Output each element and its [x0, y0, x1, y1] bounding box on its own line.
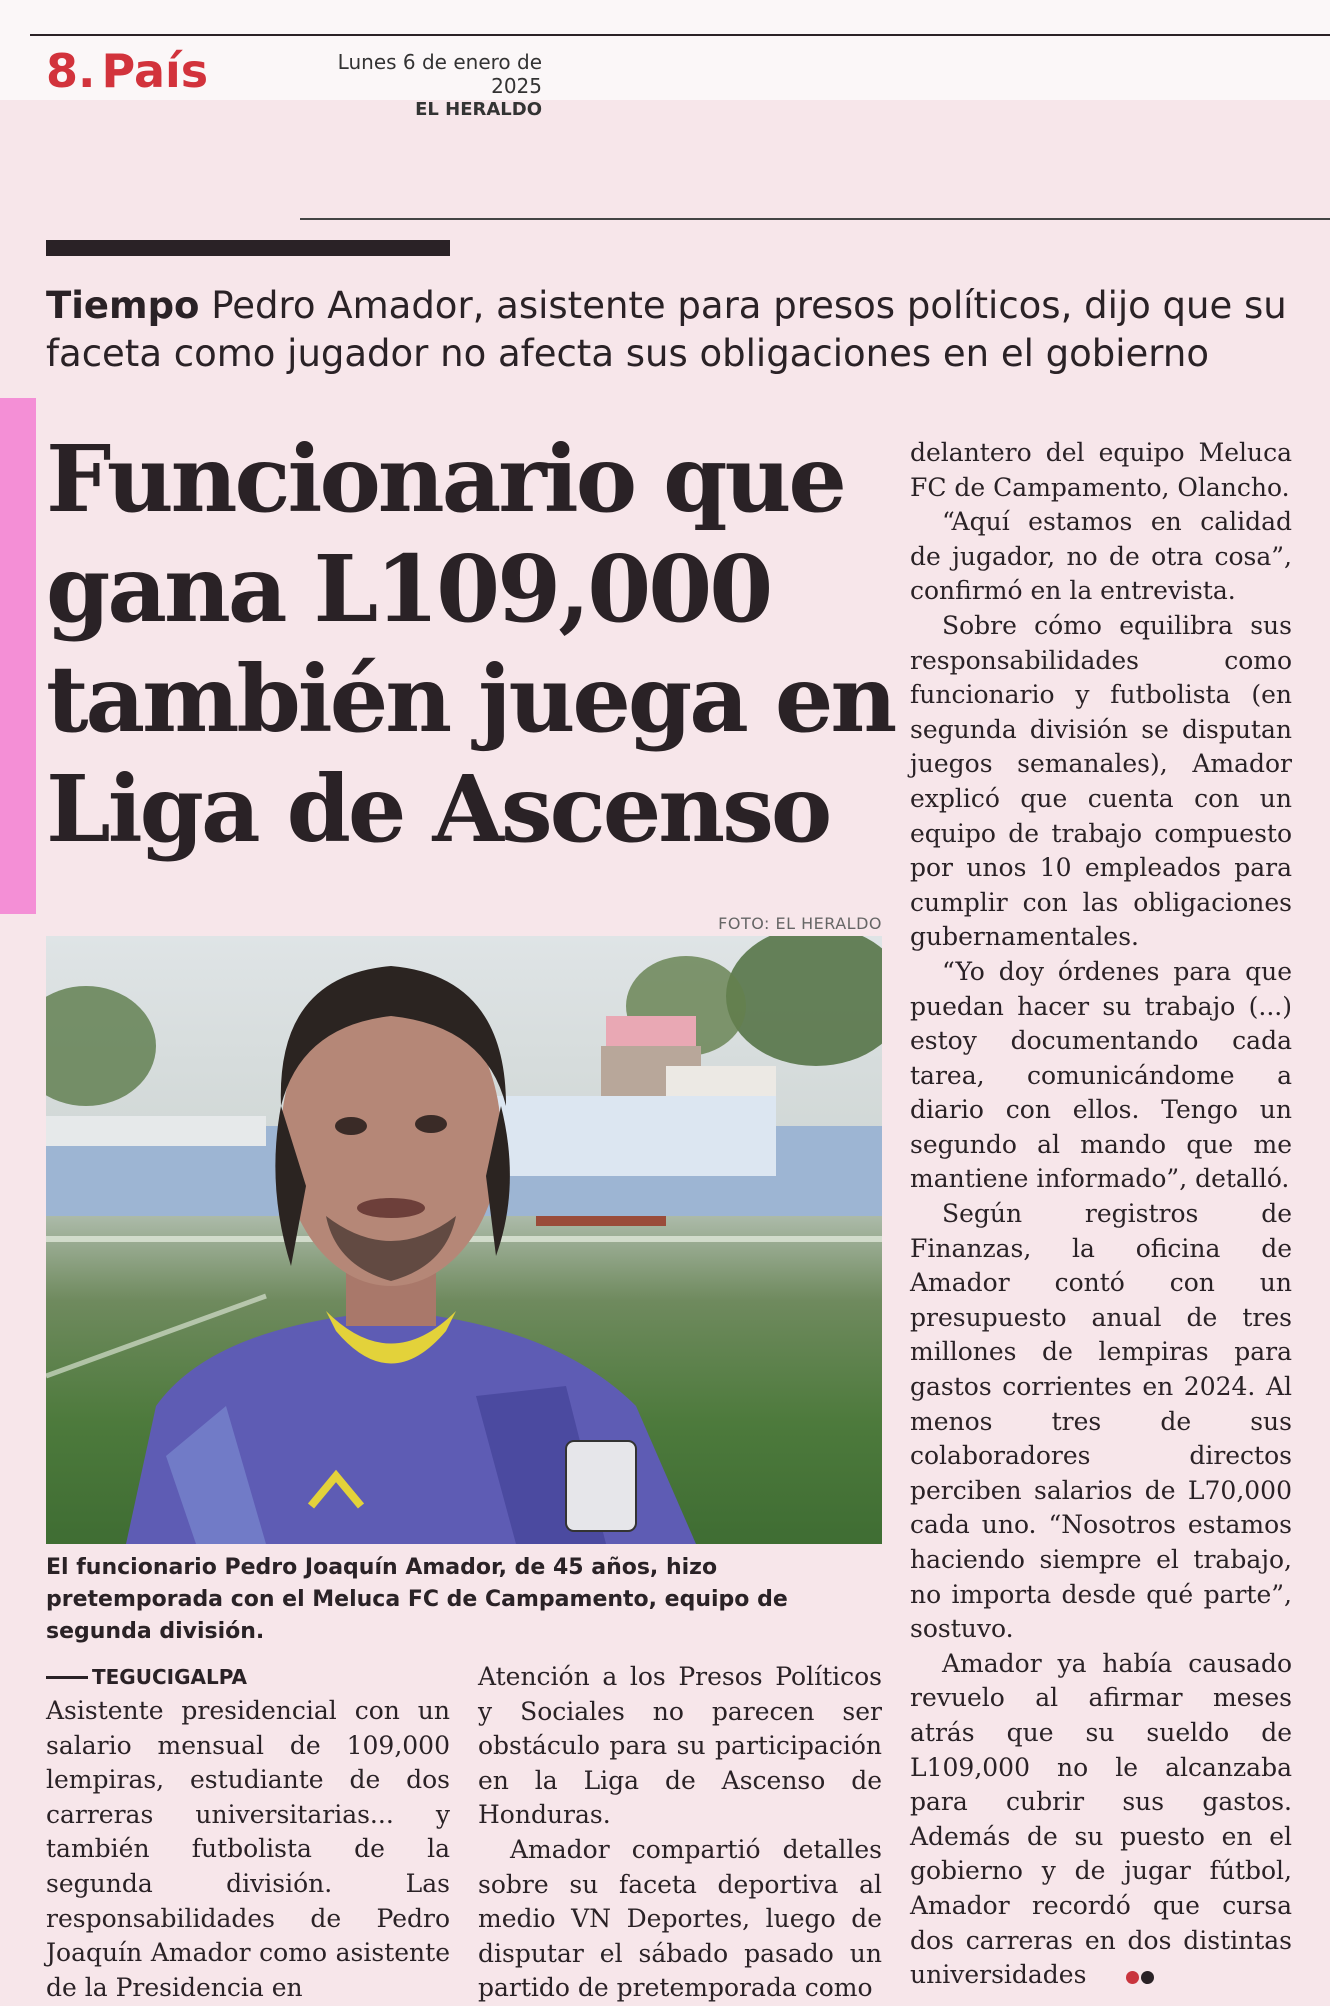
paragraph: Amador compartió detalles sobre su faceta deportiva al medio VN Deportes, luego de disputar el sábado pasado un partido de pretemporada como	[478, 1834, 882, 2003]
kicker: Tiempo	[46, 284, 200, 327]
paragraph: Sobre cómo equilibra sus responsabilidades como funcionario y futbolista (en segunda división se disputan juegos semanales), Amador explicó que cuenta con un equipo de trabajo compuesto por unos 10 empleados para cumplir con las obligaciones gubernamentales.	[910, 610, 1292, 952]
paragraph: Atención a los Presos Políticos y Sociales no parecen ser obstáculo para su participación en la Liga de Ascenso de Honduras.	[478, 1662, 882, 1830]
headline-line: Funcionario que	[46, 425, 844, 533]
article-photo	[46, 936, 882, 1544]
dateline-city: TEGUCIGALPA	[92, 1665, 248, 1689]
article-deck	[46, 282, 1306, 378]
page-number	[46, 44, 209, 98]
issue-date: Lunes 6 de enero de 2025	[337, 50, 542, 98]
article-column-1	[46, 1660, 450, 2005]
photo-credit: FOTO: EL HERALDO	[718, 914, 882, 933]
paragraph: Asistente presidencial con un salario mensual de 109,000 lempiras, estudiante de dos carreras universitarias... y también futbolista de la segunda división. Las responsabilidades de Pedro Joaquín Amador como asistente de la Presidencia en	[46, 1696, 450, 2002]
kicker-bar	[46, 240, 450, 256]
article-column-2	[478, 1660, 882, 2006]
headline-line: gana L109,000	[46, 535, 771, 643]
section-name: País	[101, 44, 209, 98]
dateline	[46, 1660, 450, 1694]
deck-text: Pedro Amador, asistente para presos políticos, dijo que su faceta como jugador no afecta sus obligaciones en el gobierno	[46, 284, 1287, 375]
end-dot-red	[1126, 1971, 1139, 1984]
issue-info	[302, 50, 542, 122]
end-dot-dark	[1141, 1971, 1154, 1984]
newspaper-name: EL HERALDO	[415, 99, 542, 120]
paragraph: “Yo doy órdenes para que puedan hacer su trabajo (...) estoy documentando cada tarea, comunicándome a diario con ellos. Tengo un segundo al mando que me mantiene informado”, detalló.	[910, 956, 1292, 1194]
end-mark-icon	[1094, 1959, 1156, 1994]
article-column-3	[910, 436, 1292, 1994]
section-divider	[300, 218, 1330, 220]
paragraph: delantero del equipo Meluca FC de Campamento, Olancho.	[910, 438, 1292, 502]
page-header	[0, 0, 1330, 120]
highlighter-mark	[0, 398, 36, 914]
paragraph: “Aquí estamos en calidad de jugador, no de otra cosa”, confirmó en la entrevista.	[910, 507, 1292, 606]
headline	[46, 424, 906, 864]
photo-caption: El funcionario Pedro Joaquín Amador, de 45 años, hizo pretemporada con el Meluca FC de Campamento, equipo de segunda división.	[46, 1555, 788, 1644]
photo-illustration	[46, 936, 882, 1544]
paragraph: Según registros de Finanzas, la oficina de Amador contó con un presupuesto anual de tres millones de lempiras para gastos corrientes en 2024. Al menos tres de sus colaboradores directos perciben salarios de L70,000 cada uno. “Nosotros estamos haciendo siempre el trabajo, no importa desde qué parte”, sostuvo.	[910, 1199, 1292, 1644]
headline-line: también juega en	[46, 645, 895, 753]
dateline-dash	[46, 1676, 88, 1679]
final-paragraph-text: Amador ya había causado revuelo al afirmar meses atrás que su sueldo de L109,000 no le alcanzaba para cubrir sus gastos. Además de su puesto en el gobierno y de jugar fútbol, Amador recordó que cursa dos carreras en dos distintas universidades	[910, 1648, 1292, 1990]
header-rule	[30, 34, 1330, 36]
headline-line: Liga de Ascenso	[46, 755, 830, 863]
paragraph	[910, 1647, 1292, 1994]
page-number-value: 8.	[46, 44, 96, 98]
